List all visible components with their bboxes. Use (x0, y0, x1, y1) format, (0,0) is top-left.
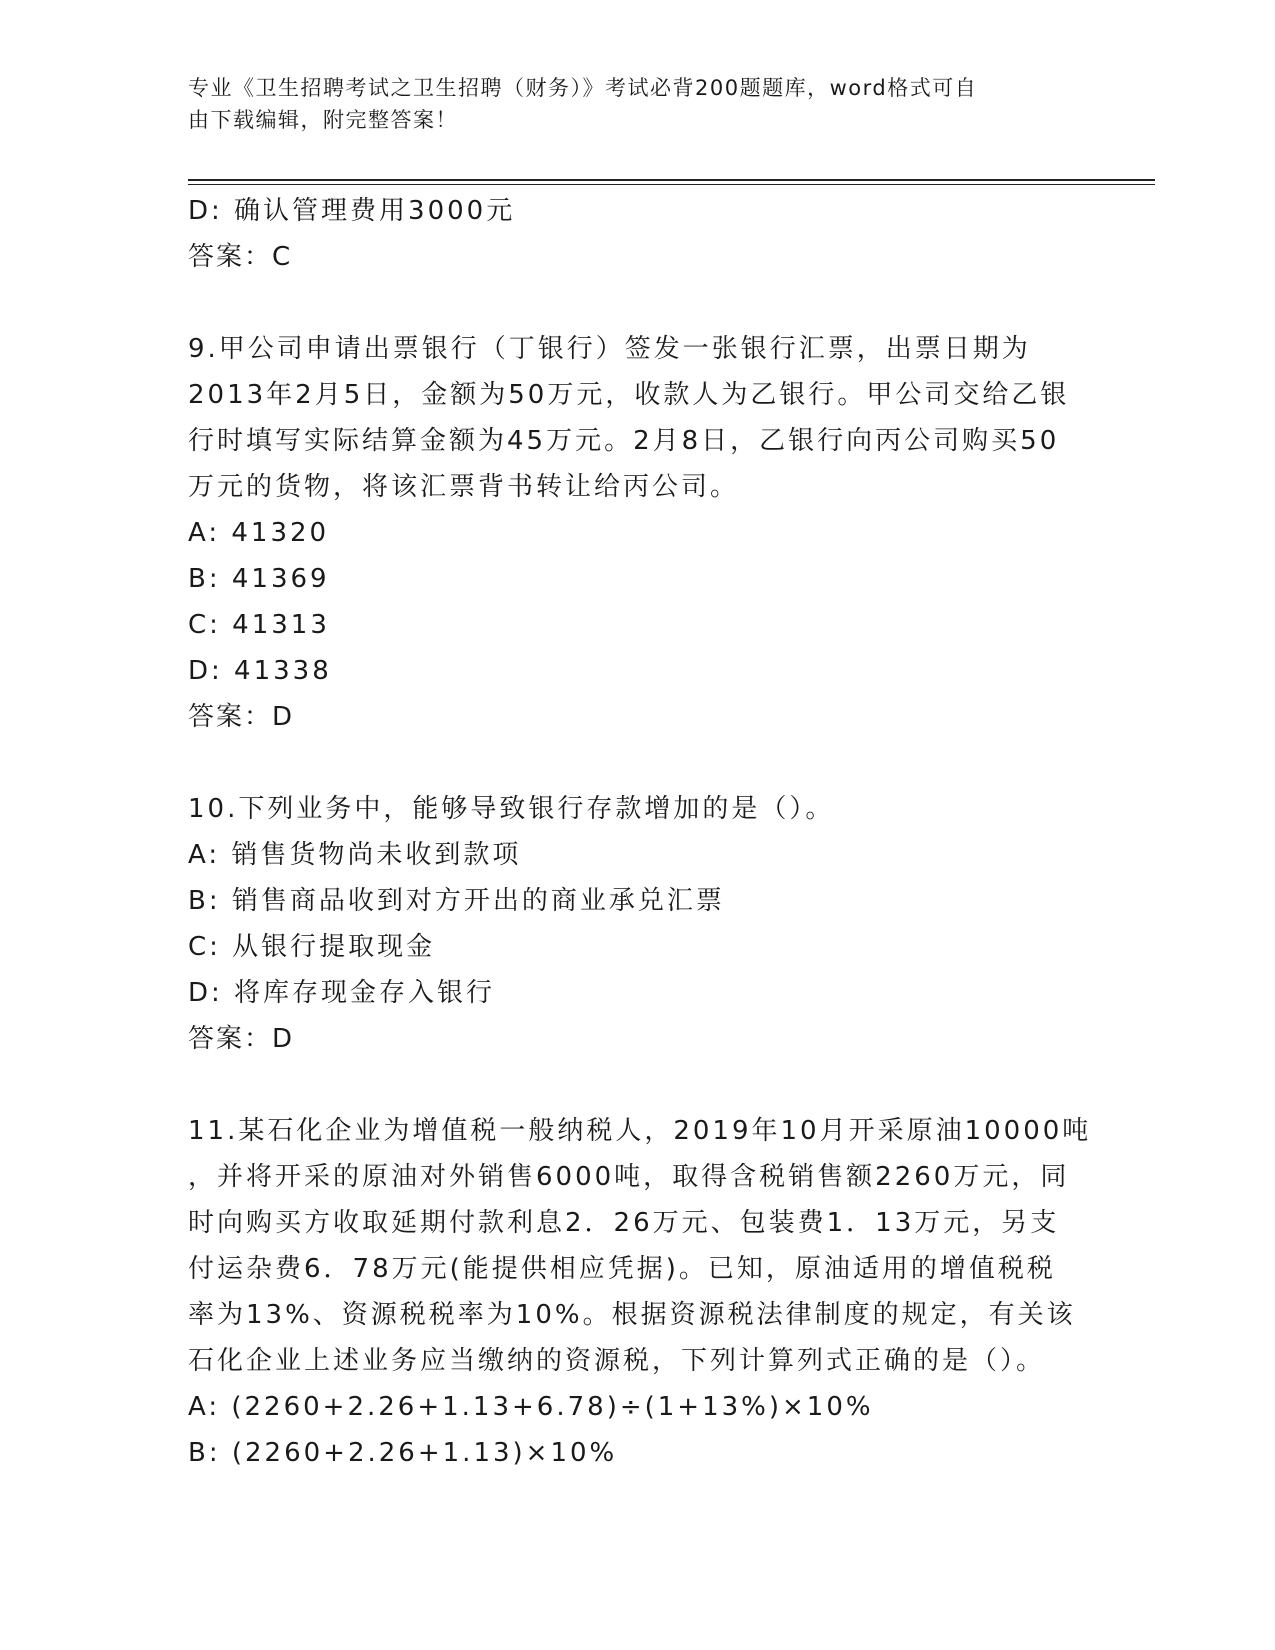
stem-line: 2013年2月5日，金额为50万元，收款人为乙银行。甲公司交给乙银 (188, 380, 1070, 410)
option-b: B: 41369 (188, 564, 330, 594)
option-d: D: 确认管理费用3000元 (188, 196, 516, 226)
spacer (188, 740, 1088, 786)
header-line-1: 专业《卫生招聘考试之卫生招聘（财务）》考试必背200题题库，word格式可自 (188, 76, 978, 100)
stem-line: 时向购买方收取延期付款利息2．26万元、包装费1．13万元，另支 (188, 1208, 1060, 1238)
stem-line: 率为13%、资源税税率为10%。根据资源税法律制度的规定，有关该 (188, 1300, 1076, 1330)
stem-line: 9.甲公司申请出票银行（丁银行）签发一张银行汇票，出票日期为 (188, 334, 1031, 364)
question-8-tail (188, 188, 1088, 280)
question-9 (188, 326, 1088, 740)
question-10 (188, 786, 1088, 1062)
option-b: B: 销售商品收到对方开出的商业承兑汇票 (188, 886, 725, 916)
option-d: D: 41338 (188, 656, 332, 686)
answer-line: 答案：D (188, 1024, 295, 1054)
header-divider-thick (188, 179, 1155, 181)
option-a: A: (2260+2.26+1.13+6.78)÷(1+13%)×10% (188, 1392, 874, 1422)
answer-line: 答案：D (188, 702, 295, 732)
question-stem (188, 786, 1088, 832)
stem-line: 11.某石化企业为增值税一般纳税人，2019年10月开采原油10000吨 (188, 1116, 1092, 1146)
stem-line: 石化企业上述业务应当缴纳的资源税，下列计算列式正确的是（）。 (188, 1346, 1046, 1376)
answer-line: 答案：C (188, 242, 293, 272)
question-stem (188, 326, 1088, 510)
stem-line: 万元的货物，将该汇票背书转让给丙公司。 (188, 472, 740, 502)
question-stem (188, 1108, 1092, 1384)
option-a: A: 销售货物尚未收到款项 (188, 840, 522, 870)
spacer (188, 1062, 1088, 1108)
option-c: C: 41313 (188, 610, 330, 640)
header-line-2: 由下载编辑，附完整答案！ (188, 108, 458, 132)
stem-line: ，并将开采的原油对外销售6000吨，取得含税销售额2260万元，同 (188, 1162, 1070, 1192)
spacer (188, 280, 1088, 326)
stem-line: 付运杂费6．78万元(能提供相应凭据)。已知，原油适用的增值税税 (188, 1254, 1056, 1284)
question-content (188, 188, 1092, 1476)
question-11 (188, 1108, 1092, 1476)
stem-line: 行时填写实际结算金额为45万元。2月8日，乙银行向丙公司购买50 (188, 426, 1060, 456)
option-d: D: 将库存现金存入银行 (188, 978, 496, 1008)
option-b: B: (2260+2.26+1.13)×10% (188, 1438, 618, 1468)
option-c: C: 从银行提取现金 (188, 932, 436, 962)
document-header (188, 72, 1088, 136)
option-a: A: 41320 (188, 518, 330, 548)
header-divider-thin (188, 184, 1155, 185)
stem-line: 10.下列业务中，能够导致银行存款增加的是（）。 (188, 794, 835, 824)
